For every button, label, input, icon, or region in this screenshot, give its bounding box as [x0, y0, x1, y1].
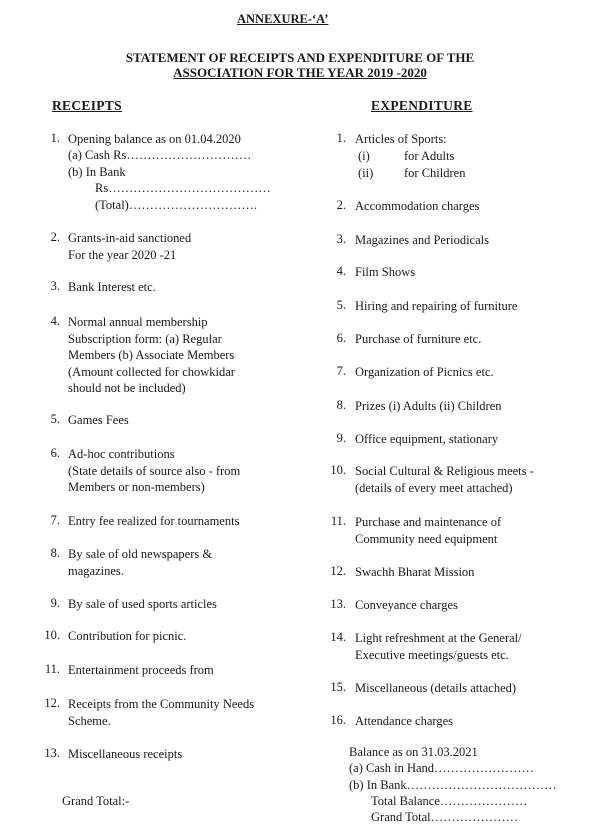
expenditure-item-text: Purchase and maintenance of — [355, 515, 502, 529]
expenditure-item-text: Swachh Bharat Mission — [355, 565, 475, 579]
sports-subitem-text: for Adults — [404, 149, 455, 163]
balance-line: (a) Cash in Hand…………………… — [349, 761, 535, 775]
receipt-item-text: For the year 2020 -21 — [68, 247, 177, 262]
expenditure-item-text: Articles of Sports: — [355, 132, 447, 146]
receipt-item-text: should not be included) — [68, 381, 186, 395]
expenditure-item-text: Miscellaneous (details attached) — [355, 681, 517, 695]
receipt-item-text: Normal annual membership — [68, 315, 208, 329]
receipt-item-number: 3. — [50, 279, 60, 293]
receipt-item-text: Opening balance as on 01.04.2020 — [68, 132, 241, 146]
expenditure-header: EXPENDITURE — [371, 98, 473, 113]
expenditure-item-number: 9. — [336, 431, 346, 445]
expenditure-item-text: Accommodation charges — [355, 199, 480, 213]
expenditure-item-number: 5. — [336, 298, 346, 312]
expenditure-item-text: (details of every meet attached) — [355, 480, 513, 495]
receipt-item-text: Contribution for picnic. — [68, 629, 187, 643]
receipt-item-number: 10. — [44, 628, 60, 642]
expenditure-item-number: 3. — [336, 232, 346, 246]
receipt-item-text: Members (b) Associate Members — [68, 348, 235, 362]
expenditure-item-text: Film Shows — [355, 265, 416, 279]
receipt-item-text: Members or non-members) — [68, 480, 205, 494]
receipt-item-text: Bank Interest etc. — [68, 280, 156, 294]
receipts-grand-total: Grand Total:- — [62, 794, 130, 808]
balance-line: (b) In Bank……………………………… — [349, 777, 557, 792]
receipt-item-text: Ad-hoc contributions — [68, 447, 175, 461]
receipt-item-text: Entertainment proceeds from — [68, 663, 214, 677]
opening-balance-subline: (b) In Bank — [68, 164, 126, 179]
expenditure-item-number: 6. — [336, 331, 346, 345]
expenditure-item-text: Organization of Picnics etc. — [355, 365, 494, 379]
opening-balance-subline: (a) Cash Rs………………………… — [68, 148, 252, 162]
receipt-item-number: 8. — [50, 546, 60, 560]
receipt-item-number: 12. — [44, 696, 60, 710]
receipt-item-number: 11. — [44, 662, 60, 676]
total-balance: Total Balance………………… — [371, 794, 528, 808]
receipt-item-number: 4. — [50, 314, 60, 328]
expenditure-item-text: Magazines and Periodicals — [355, 233, 489, 247]
receipt-item-text: Receipts from the Community Needs — [68, 697, 255, 711]
sports-subitem-text: for Children — [404, 165, 466, 180]
receipt-item-text: Scheme. — [68, 713, 111, 728]
expenditure-item-number: 2. — [336, 198, 346, 212]
receipts-header: RECEIPTS — [52, 98, 122, 113]
expenditure-grand-total: Grand Total………………… — [371, 810, 519, 824]
expenditure-item-text: Executive meetings/guests etc. — [355, 647, 509, 662]
expenditure-item-text: Office equipment, stationary — [355, 432, 499, 446]
expenditure-item-number: 11. — [330, 514, 346, 528]
receipt-item-text: (Amount collected for chowkidar — [68, 364, 235, 379]
receipt-item-text: By sale of old newspapers & — [68, 547, 213, 561]
expenditure-item-text: Purchase of furniture etc. — [355, 332, 482, 346]
receipt-item-number: 9. — [50, 596, 60, 610]
receipt-item-number: 5. — [50, 412, 60, 426]
receipt-item-number: 6. — [50, 446, 60, 460]
annexure-title: ANNEXURE-‘A’ — [237, 12, 329, 26]
sports-subitem-roman: (i) — [358, 149, 370, 163]
expenditure-item-number: 7. — [336, 364, 346, 378]
receipt-item-text: By sale of used sports articles — [68, 597, 217, 611]
receipt-item-text: magazines. — [68, 563, 124, 578]
receipt-item-number: 1. — [50, 131, 60, 145]
expenditure-item-number: 15. — [330, 680, 346, 694]
receipt-item-text: Subscription form: (a) Regular — [68, 331, 222, 346]
receipt-item-number: 7. — [50, 513, 60, 527]
expenditure-item-text: Light refreshment at the General/ — [355, 631, 522, 645]
expenditure-item-number: 10. — [330, 463, 346, 477]
statement-heading-line1: STATEMENT OF RECEIPTS AND EXPENDITURE OF THE — [125, 50, 475, 65]
statement-heading-line2: ASSOCIATION FOR THE YEAR 2019 -2020 — [173, 65, 427, 80]
expenditure-item-text: Hiring and repairing of furniture — [355, 299, 518, 313]
opening-balance-subline: (Total)…………………………. — [95, 197, 257, 212]
expenditure-item-number: 16. — [330, 713, 346, 727]
sports-subitem-roman: (ii) — [358, 165, 374, 180]
receipt-item-text: Grants-in-aid sanctioned — [68, 231, 192, 245]
receipt-item-number: 2. — [50, 230, 60, 244]
receipt-item-text: (State details of source also - from — [68, 463, 241, 478]
expenditure-item-number: 12. — [330, 564, 346, 578]
expenditure-item-text: Prizes (i) Adults (ii) Children — [355, 399, 502, 413]
expenditure-item-number: 1. — [336, 131, 346, 145]
expenditure-item-number: 14. — [330, 630, 346, 644]
receipt-item-text: Games Fees — [68, 413, 129, 427]
expenditure-item-text: Conveyance charges — [355, 598, 458, 612]
expenditure-item-number: 4. — [336, 264, 346, 278]
receipt-item-text: Miscellaneous receipts — [68, 747, 183, 761]
expenditure-item-number: 8. — [336, 398, 346, 412]
balance-title: Balance as on 31.03.2021 — [349, 745, 478, 759]
expenditure-item-text: Social Cultural & Religious meets - — [355, 464, 534, 478]
opening-balance-subline: Rs………………………………… — [95, 181, 271, 195]
expenditure-item-number: 13. — [330, 597, 346, 611]
receipt-item-number: 13. — [44, 746, 60, 760]
receipt-item-text: Entry fee realized for tournaments — [68, 514, 240, 528]
expenditure-item-text: Attendance charges — [355, 714, 453, 728]
expenditure-item-text: Community need equipment — [355, 531, 498, 546]
